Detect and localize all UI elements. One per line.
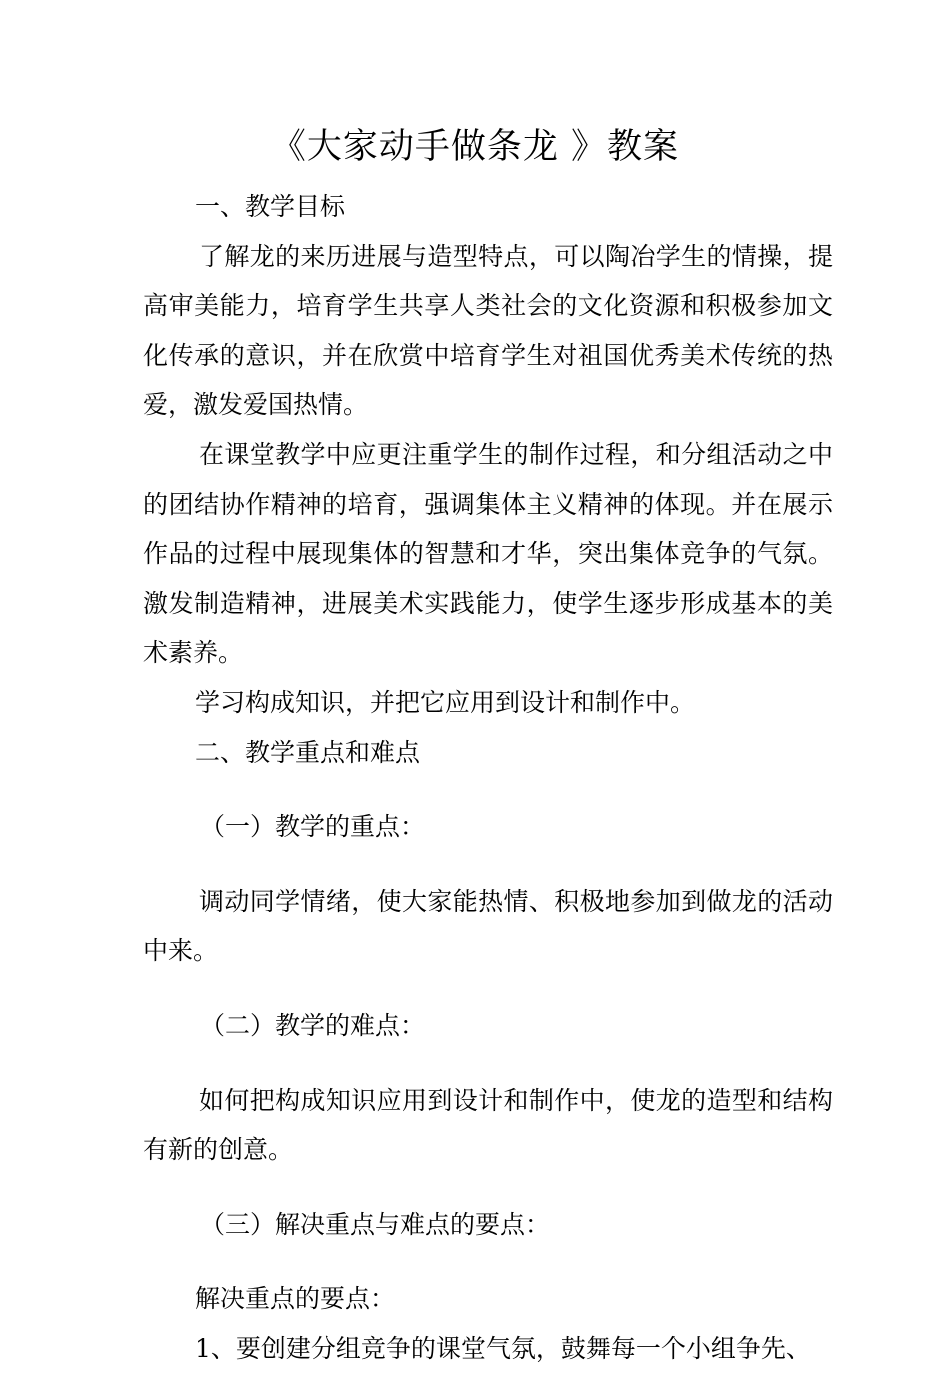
document-title: 《大家动手做条龙 》教案 (270, 127, 680, 167)
paragraph-goal-dragon-history: 了解龙的来历进展与造型特点，可以陶冶学生的情操，提高审美能力，培育学生共享人类社会的文化资源和积极参加文化传承的意识，并在欣赏中培育学生对祖国优秀美术传统的热爱，激发爱国热情。 (143, 241, 833, 420)
section-heading-teaching-goals: 一、教学目标 (195, 192, 346, 221)
section-heading-key-difficult-points: 二、教学重点和难点 (195, 737, 421, 767)
paragraph-goal-teamwork: 在课堂教学中应更注重学生的制作过程，和分组活动之中的团结协作精神的培育，强调集体主义精神的体现。并在展示作品的过程中展现集体的智慧和才华，突出集体竞争的气氛。激发制造精神，进展美术实践能力，使学生逐步形成基本的美术素养。 (143, 439, 833, 668)
document-body (143, 182, 833, 1373)
subheading-difficult-point: （二）教学的难点： (200, 1010, 426, 1040)
subheading-solution-points: （三）解决重点与难点的要点： (200, 1209, 551, 1239)
paragraph-goal-composition: 学习构成知识，并把它应用到设计和制作中。 (195, 687, 696, 717)
list-item-solution-1: 1、要创建分组竞争的课堂气氛，鼓舞每一个小组争先、 (195, 1333, 811, 1363)
paragraph-difficult-point: 如何把构成知识应用到设计和制作中，使龙的造型和结构有新的创意。 (143, 1085, 833, 1165)
paragraph-solution-intro: 解决重点的要点： (195, 1284, 396, 1314)
subheading-key-point: （一）教学的重点： (200, 812, 426, 842)
paragraph-key-point: 调动同学情绪，使大家能热情、积极地参加到做龙的活动中来。 (143, 886, 833, 966)
